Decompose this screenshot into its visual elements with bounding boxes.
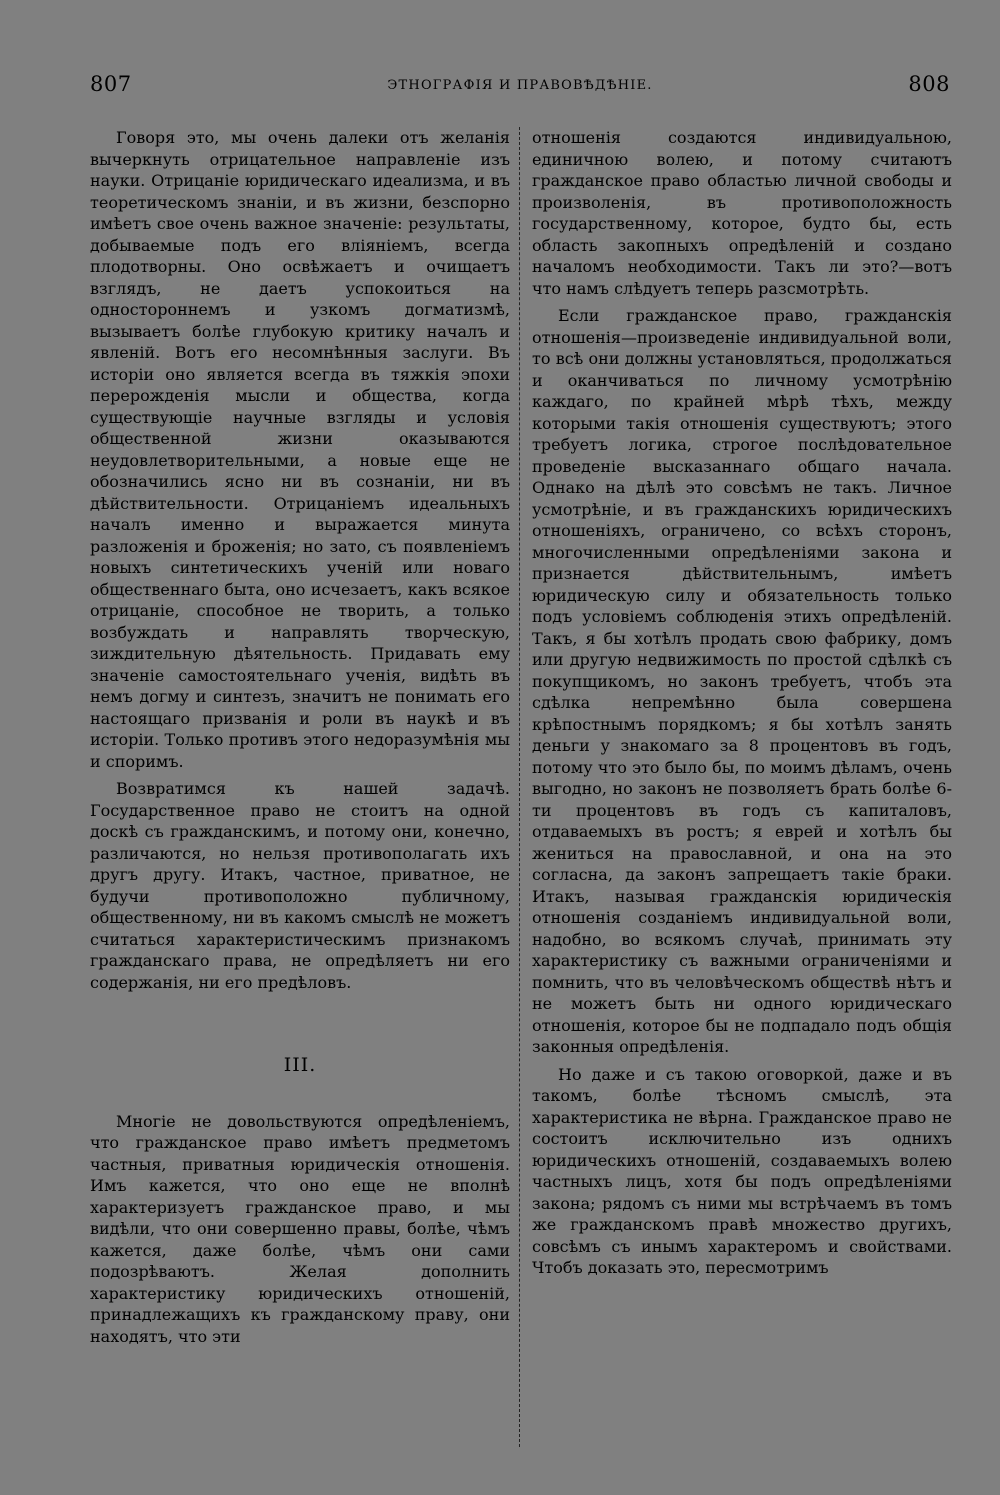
column-divider bbox=[519, 127, 520, 1447]
left-paragraph-1: Говоря это, мы очень далеки отъ желанія вычеркнуть отрицательное направленіе изъ науки. Отрицаніе юридическаго идеализма, и въ теоретическомъ знаніи, и въ жизни, безспорно имѣетъ свое очень важное значеніе: результаты, добываемые подъ его вліяніемъ, всегда плодотворны. Оно освѣжаетъ и очищаетъ взглядъ, не даетъ успокоиться на одностороннемъ и узкомъ догматизмѣ, вызываетъ болѣе глубокую критику началъ и явленій. Вотъ его несомнѣнныя заслуги. Въ исторіи оно является всегда въ тяжкія эпохи перерожденія мысли и общества, когда существующіе научные взгляды и условія общественной жизни оказываются неудовлетворительными, а новые еще не обозначились ясно ни въ сознаніи, ни въ дѣйствительности. Отрицаніемъ идеальныхъ началъ именно и выражается минута разложенія и броженія; но зато, съ появленіемъ новыхъ синтетическихъ ученій или новаго общественнаго быта, оно исчезаетъ, какъ всякое отрицаніе, способное не творить, а только возбуждать и направлять творческую, зиждительную дѣятельность. Придавать ему значеніе самостоятельнаго ученія, видѣть въ немъ догму и синтезъ, значитъ не понимать его настоящаго призванія и роли въ наукѣ и въ исторіи. Только противъ этого недоразумѣнія мы и споримъ. bbox=[90, 128, 510, 771]
page-header bbox=[90, 72, 950, 108]
page-number-left: 807 bbox=[90, 72, 132, 96]
right-column bbox=[532, 127, 952, 1285]
page-number-right: 808 bbox=[908, 72, 950, 96]
left-paragraph-3: Многіе не довольствуются опредѣленіемъ, что гражданское право имѣетъ предметомъ частныя, приватныя юридическія отношенія. Имъ кажется, что оно еще не вполнѣ характеризуетъ гражданское право, и мы видѣли, что они совершенно правы, болѣе, чѣмъ кажется, даже болѣе, чѣмъ они сами подозрѣваютъ. Желая дополнить характеристику юридическихъ отношеній, принадлежащихъ къ гражданскому праву, они находятъ, что эти bbox=[90, 1111, 510, 1346]
right-paragraph-1: отношенія создаются индивидуальною, единичною волею, и потому считаютъ гражданское право областью личной свободы и произволенія, въ противоположность государственному, которое, будто бы, есть область закопныхъ опредѣленій и создано началомъ необходимости. Такъ ли это?—вотъ что намъ слѣдуетъ теперь разсмотрѣть. bbox=[532, 128, 952, 298]
left-paragraph-2: Возвратимся къ нашей задачѣ. Государственное право не стоитъ на одной доскѣ съ гражданскимъ, и потому они, конечно, различаются, но нельзя противополагать ихъ другъ другу. Итакъ, частное, приватное, не будучи противоположно публичному, общественному, ни въ какомъ смыслѣ не можетъ считаться характеристическимъ признакомъ гражданскаго права, не опредѣляетъ ни его содержанія, ни его предѣловъ. bbox=[90, 779, 510, 992]
running-head: ЭТНОГРАФІЯ И ПРАВОВѢДѢНІЕ. bbox=[387, 78, 653, 93]
left-column bbox=[90, 127, 510, 1353]
right-paragraph-3: Но даже и съ такою оговоркой, даже и въ такомъ, болѣе тѣсномъ смыслѣ, эта характеристика не вѣрна. Гражданское право не состоитъ исключительно изъ однихъ юридическихъ отношеній, создаваемыхъ волею частныхъ лицъ, хотя бы подъ опредѣленіями закона; рядомъ съ ними мы встрѣчаемъ въ томъ же гражданскомъ правѣ множество другихъ, совсѣмъ съ инымъ характеромъ и свойствами. Чтобъ доказать это, пересмотримъ bbox=[532, 1064, 952, 1277]
right-paragraph-2: Если гражданское право, гражданскія отношенія—произведеніе индивидуальной воли, то всѣ они должны установляться, продолжаться и оканчиваться по личному усмотрѣнію каждаго, по крайней мѣрѣ тѣхъ, между которыми такія отношенія существуютъ; этого требуетъ логика, строгое послѣдовательное проведеніе высказаннаго общаго начала. Однако на дѣлѣ это совсѣмъ не такъ. Личное усмотрѣніе, и въ гражданскихъ юридическихъ отношеніяхъ, ограничено, со всѣхъ сторонъ, многочисленными опредѣленіями закона и признается дѣйствительнымъ, имѣетъ юридическую силу и обязательность только подъ условіемъ соблюденія этихъ опредѣленій. Такъ, я бы хотѣлъ продать свою фабрику, домъ или другую недвижимость по простой сдѣлкѣ съ покупщикомъ, но законъ требуетъ, чтобъ эта сдѣлка непремѣнно была совершена крѣпостнымъ порядкомъ; я бы хотѣлъ занять деньги у знакомаго за 8 процентовъ въ годъ, потому что это было бы, по моимъ дѣламъ, очень выгодно, но законъ не позволяетъ брать болѣе 6-ти процентовъ въ годъ съ капиталовъ, отдаваемыхъ въ ростъ; я еврей и хотѣлъ бы жениться на православной, и она на это согласна, да законъ запрещаетъ такіе браки. Итакъ, называя гражданскія юридическія отношенія созданіемъ индивидуальной воли, надобно, во всякомъ случаѣ, принимать эту характеристику съ важными ограниченіями и помнить, что въ человѣческомъ обществѣ нѣтъ и не можетъ быть ни одного юридическаго отношенія, которое бы не подпадало подъ общія законныя опредѣленія. bbox=[532, 306, 952, 1056]
section-heading: III. bbox=[283, 1054, 317, 1076]
